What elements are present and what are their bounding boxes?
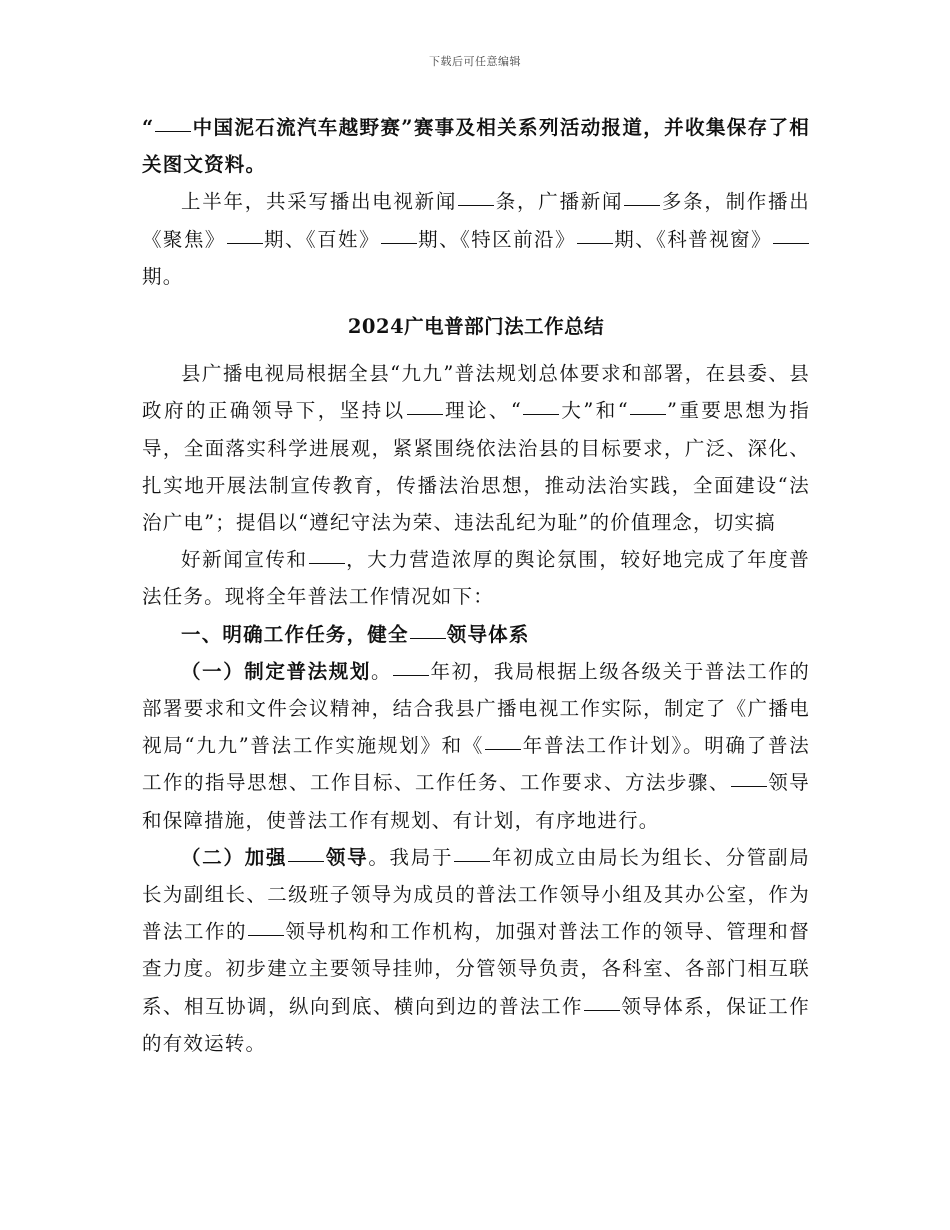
intro-open-quote: “ (142, 116, 155, 139)
text-segment: 领导和保障措施，使普法工作有规划、有计划，有序地进行。 (142, 771, 810, 832)
blank-line (523, 394, 559, 415)
blank-line (410, 617, 446, 638)
blank-line (458, 185, 494, 206)
blank-line (227, 222, 263, 243)
blank-line (624, 185, 660, 206)
text-segment: 年初成立由局长为组长、分管副局长为副组长、二级班子领导为成员的普法工作领导小组及其办公室，作为普法工作的 (142, 845, 810, 944)
blank-line (630, 394, 666, 415)
subsection-label: （一）制定普法规划 (181, 659, 371, 683)
body-paragraph-2 (142, 541, 810, 615)
blank-line (248, 915, 284, 936)
subsection-2 (142, 839, 810, 1062)
text-segment: 年初，我局根据上级各级关于普法工作的部署要求和文件会议精神，结合我县广播电视工作实际，制定了《广播电视局“九九”普法工作实施规划》和《 (142, 659, 810, 758)
text-segment: 期、《特区前沿》 (417, 227, 576, 251)
document-content (142, 109, 810, 1062)
blank-line (407, 394, 443, 415)
text-segment: 理论、“ (443, 399, 523, 423)
intro-para1-text: 中国泥石流汽车越野赛”赛事及相关系列活动报道，并收集保存了相关图文资料。 (142, 116, 810, 177)
text-segment: 。我局于 (368, 845, 454, 869)
text-segment: 年普法工作计划》。明确了普法工作的指导思想、工作目标、工作任务、工作要求、方法步骤、 (142, 734, 810, 795)
text-segment: 领导机构和工作机构，加强对普法工作的领导、管理和督查力度。初步建立主要领导挂帅，分管领导负责，各科室、各部门相互联系、相互协调，纵向到底、横向到边的普法工作 (142, 920, 810, 1018)
subsection-1 (142, 653, 810, 839)
text-segment: 期、《百姓》 (263, 227, 380, 251)
intro-paragraph-1 (142, 109, 810, 183)
blank-line (309, 543, 345, 564)
header-note: 下载后可任意编辑 (429, 55, 521, 68)
blank-line (485, 729, 521, 750)
blank-line (731, 766, 767, 787)
text-segment: 。 (370, 659, 393, 683)
text-segment: 大”和“ (560, 399, 629, 423)
subsection-label: （二）加强 (181, 845, 288, 869)
subsection-label: 领导 (325, 845, 369, 869)
text-segment: 县广播电视局根据全县“九九”普法规划总体要求和部署，在县委、县政府的正确领导下，坚持以 (142, 362, 810, 423)
heading-text: 一、明确工作任务，健全 (181, 622, 409, 646)
section-heading-1 (142, 616, 810, 653)
text-segment: 好新闻宣传和 (181, 548, 308, 572)
blank-line (155, 111, 191, 132)
blank-line (454, 840, 490, 861)
blank-line (773, 222, 809, 243)
blank-line (288, 840, 324, 861)
blank-line (393, 654, 429, 675)
text-segment: ，大力营造浓厚的舆论氛围，较好地完成了年度普法任务。现将全年普法工作情况如下： (142, 548, 811, 609)
text-segment: 条，广播新闻 (495, 190, 624, 214)
text-segment: 多条，制作播出《聚焦》 (142, 190, 810, 251)
document-title: 2024广电普部门法工作总结 (347, 315, 605, 339)
heading-text: 领导体系 (446, 622, 530, 646)
text-segment: 期。 (142, 264, 184, 288)
body-paragraph-1 (142, 355, 810, 541)
blank-line (381, 222, 417, 243)
text-segment: 领导体系，保证工作的有效运转。 (142, 994, 810, 1055)
text-segment: 期、《科普视窗》 (613, 227, 772, 251)
blank-line (584, 989, 620, 1010)
text-segment: ”重要思想为指导，全面落实科学进展观，紧紧围绕依法治县的目标要求，广泛、深化、扎实地开展法制宣传教育，传播法治思想，推动法治实践，全面建设“法治广电”；提倡以“遵纪守法为荣、违法乱纪为耻”的价值理念，切实搞 (142, 399, 811, 535)
text-segment: 上半年，共采写播出电视新闻 (181, 190, 458, 214)
blank-line (577, 222, 613, 243)
intro-paragraph-2 (142, 183, 810, 295)
